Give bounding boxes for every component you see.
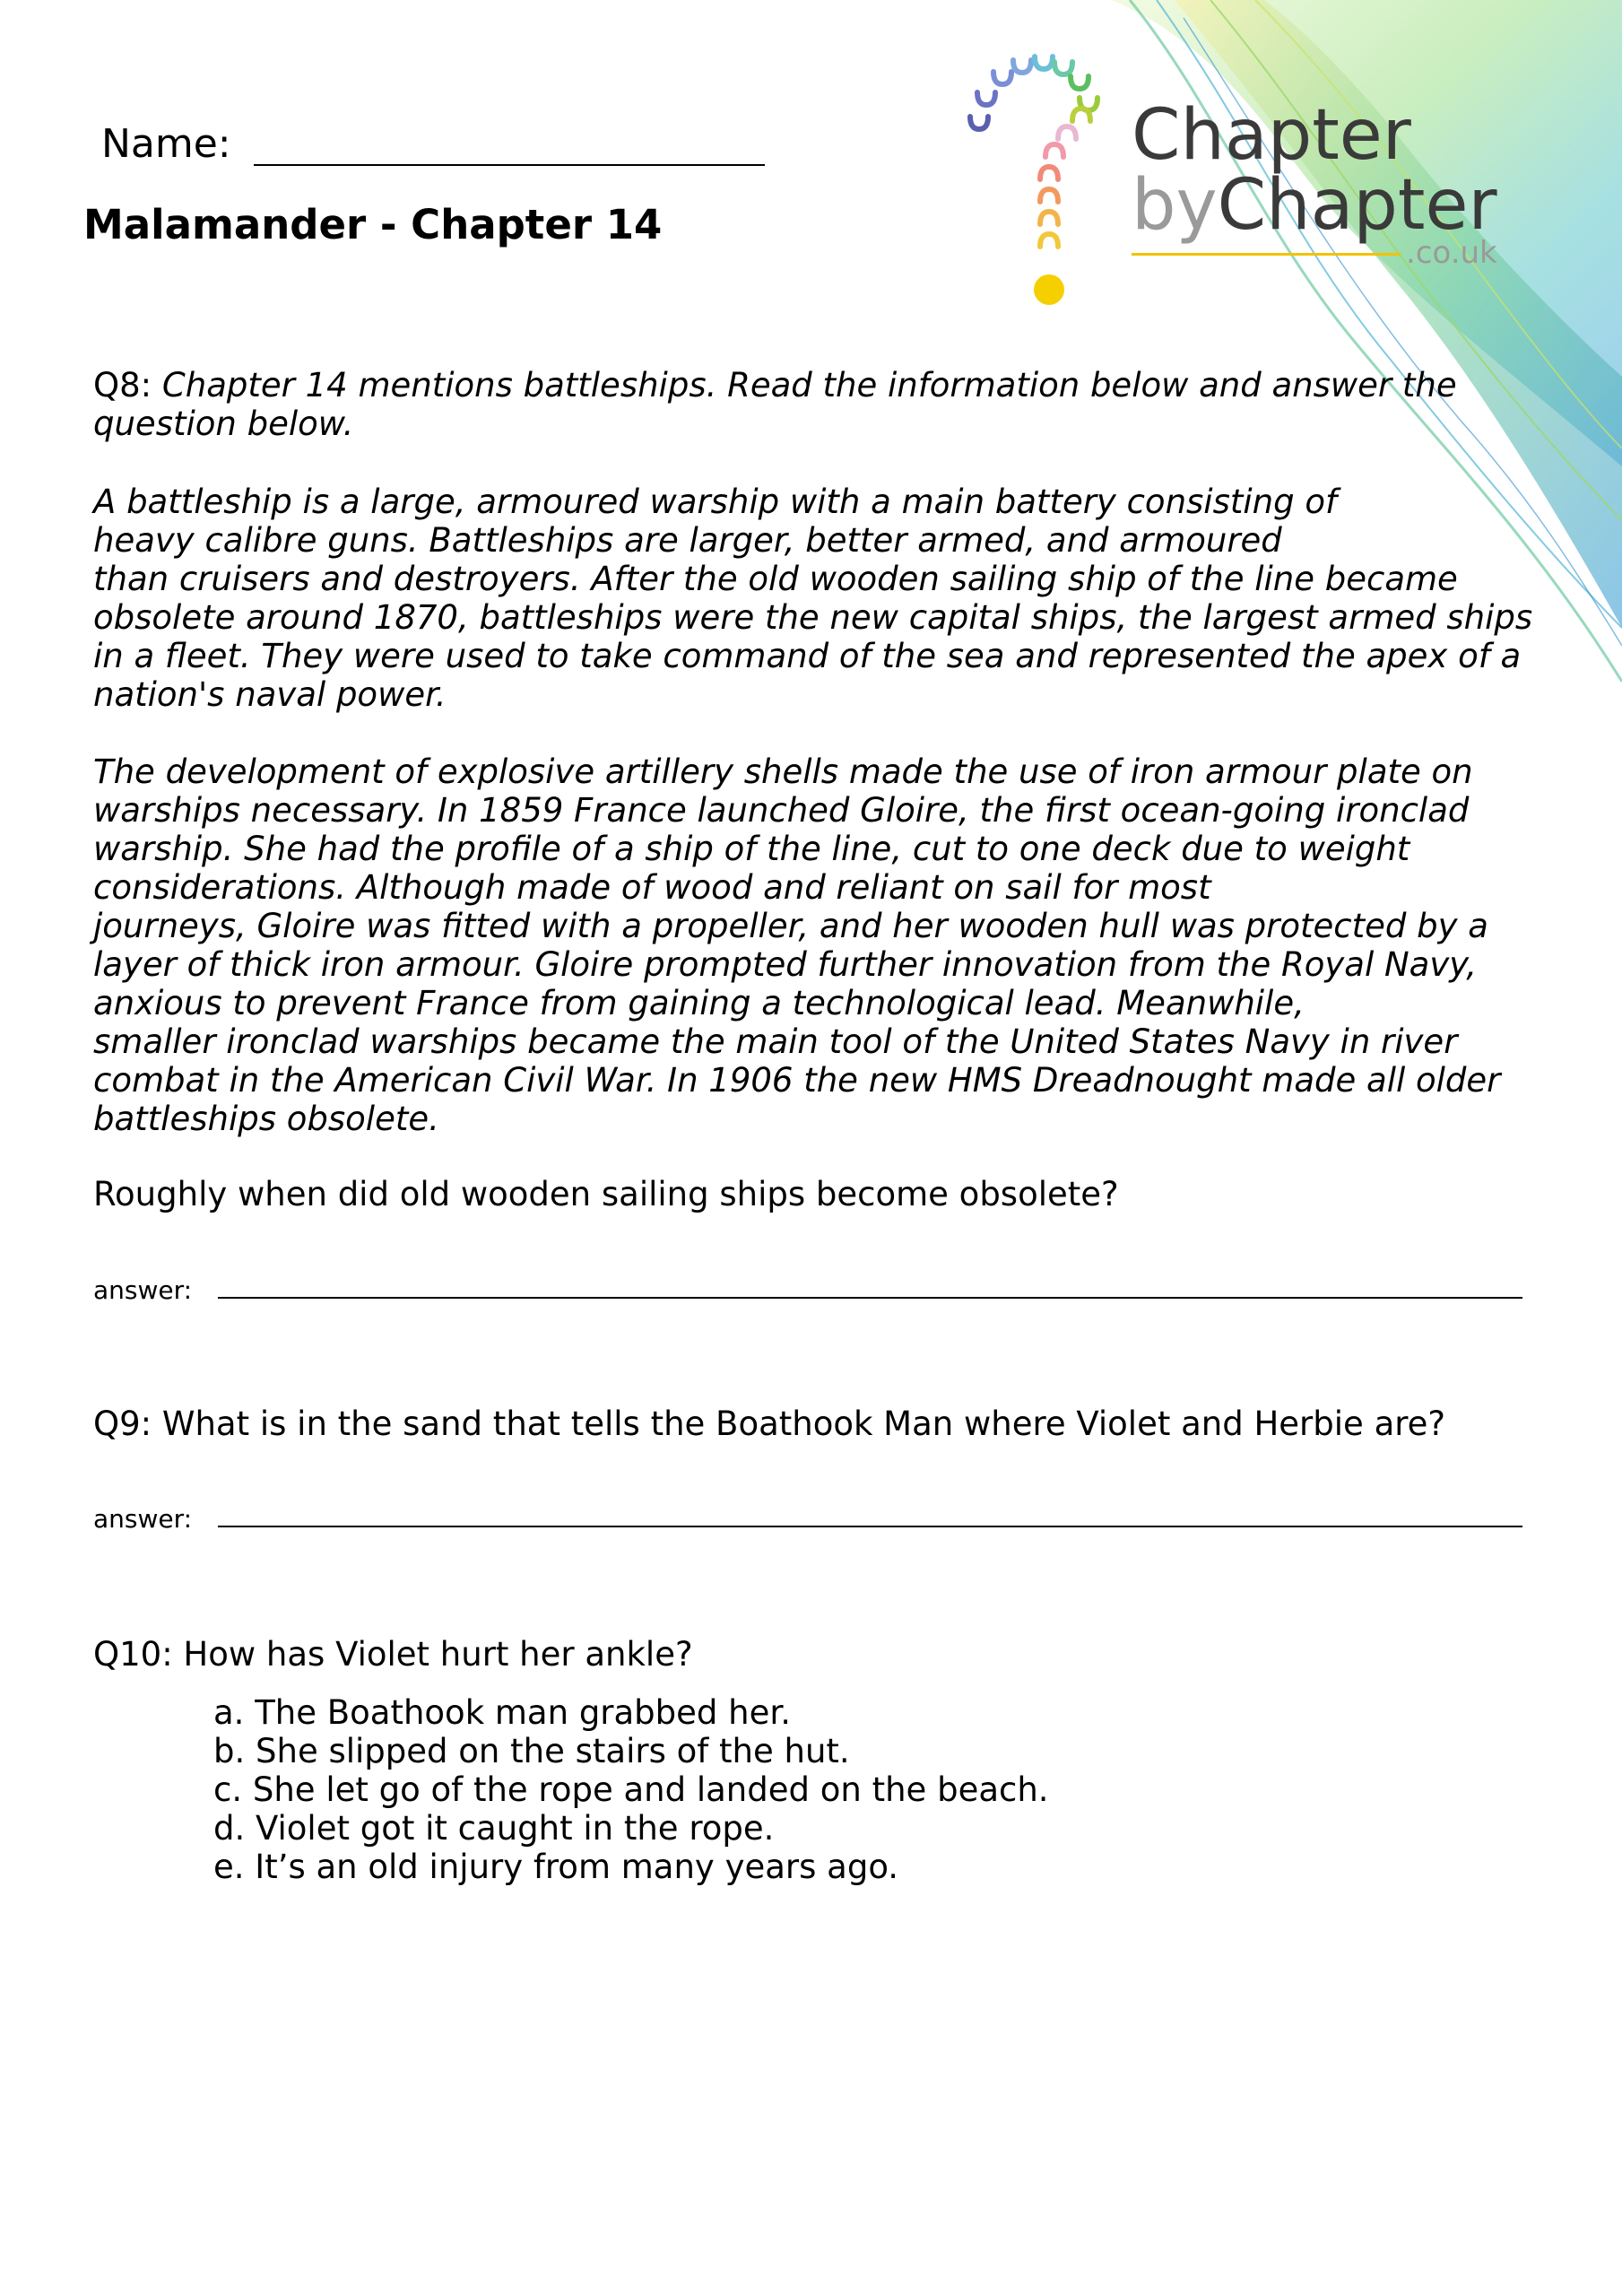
q10-option-c[interactable]: c. She let go of the rope and landed on the beach. [213,1770,1049,1809]
logo-book-question-mark-icon [959,49,1121,309]
q10-question: Q10: How has Violet hurt her ankle? [93,1635,693,1674]
paragraph-line: anxious to prevent France from gaining a technological lead. Meanwhile, [93,984,1305,1022]
paragraph-line: smaller ironclad warships became the main tool of the United States Navy in river [93,1022,1458,1061]
logo-text-chapter: Chapter [1132,95,1411,176]
logo-domain: .co.uk [1406,235,1497,271]
paragraph-line: The development of explosive artillery shells made the use of iron armour plate on [93,752,1473,791]
q8-question: Roughly when did old wooden sailing ships become obsolete? [93,1175,1119,1213]
q10-option-e[interactable]: e. It’s an old injury from many years ago. [213,1848,899,1886]
q8-answer-line[interactable] [218,1297,1522,1299]
q10-option-b[interactable]: b. She slipped on the stairs of the hut. [213,1732,850,1770]
q8-paragraph-1 [93,483,1546,714]
q10-option-a[interactable]: a. The Boathook man grabbed her. [213,1693,791,1732]
q10-option-d[interactable]: d. Violet got it caught in the rope. [213,1809,775,1848]
paragraph-line: layer of thick iron armour. Gloire prompted further innovation from the Royal Navy, [93,945,1478,984]
logo-text-by-chapter [1132,165,1497,246]
paragraph-line: heavy calibre guns. Battleships are larger, better armed, and armoured [93,521,1282,560]
paragraph-line: nation's naval power. [93,675,447,714]
name-write-line[interactable] [254,164,765,166]
q10-options [213,1693,1049,1886]
paragraph-line: journeys, Gloire was fitted with a propeller, and her wooden hull was protected by a [93,907,1488,945]
q9-answer-label: answer: [93,1504,193,1534]
q8-paragraph-2 [93,752,1546,1138]
logo-text-by: by [1132,165,1218,246]
q8-prompt-line1: Chapter 14 mentions battleships. Read the information below and answer the [161,366,1457,404]
page-title: Malamander - Chapter 14 [83,201,663,248]
q8-label: Q8: [93,366,152,404]
paragraph-line: warship. She had the profile of a ship of the line, cut to one deck due to weight [93,830,1410,868]
name-label: Name: [101,121,231,167]
q9-answer-line[interactable] [218,1526,1522,1527]
paragraph-line: A battleship is a large, armoured warship with a main battery consisting of [93,483,1337,521]
q8-answer-label: answer: [93,1275,193,1305]
q9-question: Q9: What is in the sand that tells the Boathook Man where Violet and Herbie are? [93,1405,1446,1443]
paragraph-line: battleships obsolete. [93,1100,439,1138]
paragraph-line: warships necessary. In 1859 France launched Gloire, the first ocean-going ironclad [93,791,1470,830]
q8-prompt-line2: question below. [93,404,354,443]
logo-text-chapter-2: Chapter [1217,165,1497,246]
paragraph-line: than cruisers and destroyers. After the old wooden sailing ship of the line became [93,560,1458,598]
paragraph-line: combat in the American Civil War. In 1906 the new HMS Dreadnought made all older [93,1061,1501,1100]
logo-underline [1132,253,1401,256]
paragraph-line: considerations. Although made of wood and reliant on sail for most [93,868,1211,907]
paragraph-line: in a fleet. They were used to take command of the sea and represented the apex of a [93,637,1522,675]
paragraph-line: obsolete around 1870, battleships were the new capital ships, the largest armed ships [93,598,1533,637]
q8-prompt [93,366,1537,443]
